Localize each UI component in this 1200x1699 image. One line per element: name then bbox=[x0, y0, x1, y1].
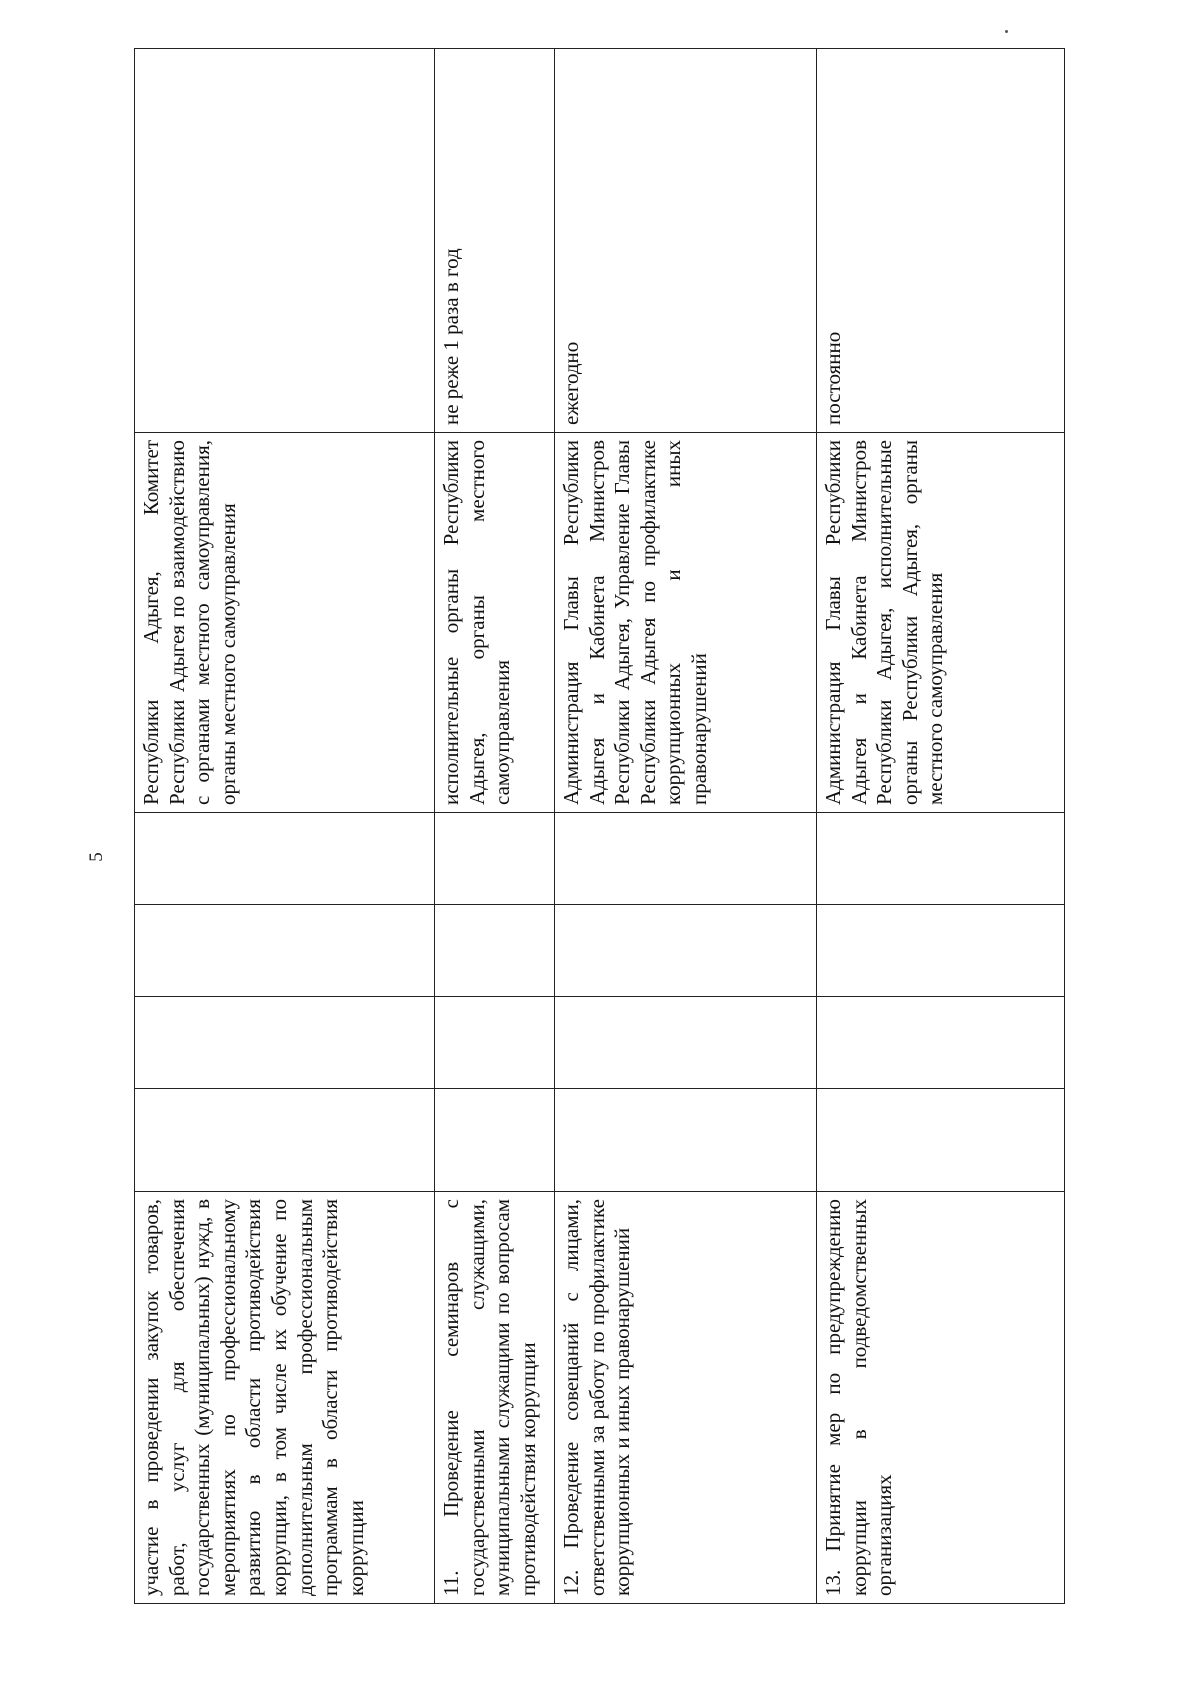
empty-cell bbox=[817, 1089, 1065, 1192]
empty-cell bbox=[555, 997, 817, 1089]
empty-cell bbox=[135, 905, 435, 997]
scan-dot bbox=[1005, 30, 1008, 33]
empty-cell bbox=[817, 905, 1065, 997]
empty-cell bbox=[435, 997, 555, 1089]
action-cell: 12. Проведение совещаний с лицами, ответственными за работу по профилактике коррупционных и иных правонарушений bbox=[555, 1192, 817, 1604]
term-cell: ежегодно bbox=[555, 49, 817, 433]
empty-cell bbox=[555, 1089, 817, 1192]
empty-cell bbox=[555, 905, 817, 997]
responsible-cell: Администрация Главы Республики Адыгея и Кабинета Министров Республики Адыгея, Управление Главы Республики Адыгея по профилактике коррупционных и иных правонарушений bbox=[555, 433, 817, 813]
responsible-cell: Республики Адыгея, Комитет Республики Адыгея по взаимодействию с органами местного самоуправления, органы местного самоуправления bbox=[135, 433, 435, 813]
term-cell: не реже 1 раза в год bbox=[435, 49, 555, 433]
table-row bbox=[435, 49, 555, 1604]
term-cell bbox=[135, 49, 435, 433]
empty-cell bbox=[555, 813, 817, 905]
action-cell: 11. Проведение семинаров с государственными служащими, муниципальными служащими по вопросам противодействия коррупции bbox=[435, 1192, 555, 1604]
empty-cell bbox=[435, 905, 555, 997]
responsible-cell: Администрация Главы Республики Адыгея и Кабинета Министров Республики Адыгея, исполнительные органы Республики Адыгея, органы местного самоуправления bbox=[817, 433, 1065, 813]
responsible-cell: исполнительные органы Республики Адыгея, органы местного самоуправления bbox=[435, 433, 555, 813]
empty-cell bbox=[817, 813, 1065, 905]
measures-table bbox=[134, 48, 1065, 1604]
action-cell: 13. Принятие мер по предупреждению коррупции в подведомственных организациях bbox=[817, 1192, 1065, 1604]
empty-cell bbox=[817, 997, 1065, 1089]
empty-cell bbox=[135, 813, 435, 905]
rotated-page-content bbox=[134, 49, 1064, 1604]
table-row bbox=[817, 49, 1065, 1604]
empty-cell bbox=[435, 1089, 555, 1192]
page-number: 5 bbox=[85, 852, 107, 862]
action-cell: участие в проведении закупок товаров, работ, услуг для обеспечения государственных (муниципальных) нужд, в мероприятиях по профессиональному развитию в области противодействия коррупции, в том числе их обучение по дополнительным профессиональным программам в области противодействия коррупции bbox=[135, 1192, 435, 1604]
table-row bbox=[135, 49, 435, 1604]
term-cell: постоянно bbox=[817, 49, 1065, 433]
table-row bbox=[555, 49, 817, 1604]
empty-cell bbox=[435, 813, 555, 905]
empty-cell bbox=[135, 1089, 435, 1192]
empty-cell bbox=[135, 997, 435, 1089]
